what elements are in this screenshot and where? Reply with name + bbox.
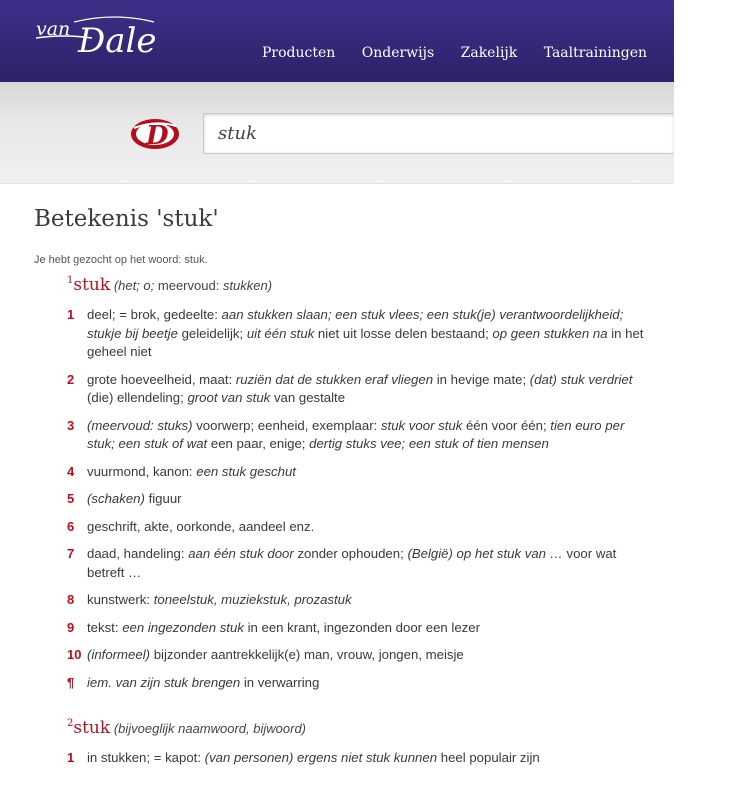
search-input[interactable] [203,113,674,154]
definition-text: in een krant, ingezonden door een lezer [243,619,480,635]
svg-text:van: van [36,18,71,40]
sense-item [67,371,674,408]
definition-text: deel; = brok, gedeelte: [87,307,222,322]
sense-number: 9 [67,619,75,635]
example-text: (dat) stuk verdriet [529,371,633,387]
dictionary-entries [34,273,674,768]
definition-text: grote hoeveelheid, maat: [87,371,236,387]
site-header [0,0,718,82]
definition-text: zonder ophouden; [293,546,408,561]
dictionary-entry [67,716,674,768]
definition-text: (die) ellendeling; [87,390,188,405]
van-dale-d-badge-icon[interactable] [128,114,182,154]
sense-text [87,417,653,454]
definition-text: kunstwerk: [87,592,154,607]
grammar-text: stukken) [222,278,273,293]
sense-text [87,749,653,768]
example-text: (België) op het stuk van … [407,546,563,561]
sense-number: 2 [67,371,75,387]
example-text: (van personen) ergens niet stuk kunnen [204,750,438,765]
example-text: dertig stuks vee; een stuk of tien mensen [309,436,549,451]
definition-text: daad, handeling: [87,546,189,561]
definition-text: vuurmond, kanon: [87,463,197,479]
example-text: een ingezonden stuk [122,619,244,635]
grammar-info [110,278,272,293]
example-text: tien euro per stuk; een stuk of wat [87,417,625,451]
sense-text [87,518,653,537]
main-nav [262,44,739,62]
sense-item [67,749,674,768]
sense-text [87,674,653,693]
sense-text [87,306,653,362]
page-title: Betekenis 'stuk' [34,206,219,232]
sense-number: 10 [67,647,82,662]
sense-number: 4 [67,463,75,479]
example-text: (meervoud: [87,417,158,433]
sense-item [67,545,674,582]
dictionary-entry [67,273,674,692]
sense-number: ¶ [67,674,75,690]
example-text: ruziën dat de stukken eraf vliegen [235,371,434,387]
definition-text: een paar, enige; [207,436,310,451]
definition-text: niet uit losse delen bestaand; [314,325,493,341]
homonym-number: 1 [67,275,74,286]
sense-text [87,463,653,482]
example-text: op geen stukken na [492,325,608,341]
example-text: aan stukken slaan; een stuk vlees; een stuk(je) verantwoordelijkheid; stukje bij beetje [87,307,624,341]
sense-text [87,619,653,638]
sense-number: 3 [67,417,75,433]
nav-zakelijk[interactable]: Zakelijk [460,45,518,61]
definition-text: voor wat betreft … [87,546,617,580]
nav-producten[interactable]: Producten [262,45,336,61]
headword: stuk [73,718,111,738]
example-text: (informeel) [87,647,151,662]
example-text: iem. van zijn stuk brengen [87,674,241,690]
nav-onderwijs[interactable]: Onderwijs [361,45,435,61]
example-text: aan één stuk door [188,546,294,561]
example-text: stuk voor stuk [380,417,463,433]
sense-text [87,646,653,665]
definition-text: geleidelijk; [177,325,247,341]
sense-text [87,490,653,509]
definition-text: figuur [144,491,182,506]
sense-text [87,545,653,582]
definition-text: in hevige mate; [433,371,530,387]
sense-number: 8 [67,592,75,607]
grammar-text: (bijvoeglijk naamwoord, bijwoord) [113,721,307,736]
van-dale-logo[interactable] [34,10,176,60]
sense-item [67,619,674,638]
homonym-number: 2 [67,718,74,729]
entry-header [67,716,674,743]
definition-text: voorwerp; eenheid, exemplaar: [192,417,381,433]
sense-item [67,463,674,482]
definition-text: tekst: [87,619,123,635]
sense-text [87,371,653,408]
sense-list [67,306,674,692]
grammar-info [110,721,306,736]
definition-text: geschrift, akte, oorkonde, aandeel enz. [87,518,315,534]
definition-text: één voor één; [462,417,551,433]
sense-number: 1 [67,307,75,322]
sense-item [67,417,674,454]
sense-text [87,591,653,610]
definition-text: in het geheel niet [87,325,644,359]
sense-number: 7 [67,546,75,561]
searched-for-text: Je hebt gezocht op het woord: stuk. [34,254,208,266]
svg-text:D: D [146,121,169,151]
sense-item [67,490,674,509]
nav-taaltrainingen[interactable]: Taaltrainingen [543,45,648,61]
example-text: een stuk geschut [196,463,296,479]
sense-list [67,749,674,768]
definition-text: bijzonder aantrekkelijk(e) man, vrouw, jongen, meisje [150,647,464,662]
sense-item [67,646,674,665]
entry-header [67,273,674,300]
example-text: stuks) [157,417,193,433]
sense-item [67,306,674,362]
definition-text: van gestalte [270,390,346,405]
definition-text: in verwarring [240,674,320,690]
sense-number: 5 [67,491,75,506]
sense-item [67,518,674,537]
nav-gratis[interactable]: Gratis [673,45,718,61]
definition-text: in stukken; = kapot: [87,750,205,765]
sense-number: 1 [67,750,75,765]
example-text: (schaken) [87,491,145,506]
sense-item [67,674,674,693]
sense-item [67,591,674,610]
example-text: groot van stuk [187,390,271,405]
example-text: toneelstuk, muziekstuk, prozastuk [153,592,352,607]
grammar-text: meervoud: [157,278,223,293]
headword: stuk [73,275,111,295]
grammar-text: (het; o; [113,278,158,293]
definition-text: heel populair zijn [437,750,540,765]
svg-text:Dale: Dale [78,21,157,61]
main-content [34,204,674,768]
sense-number: 6 [67,518,75,534]
example-text: uit één stuk [246,325,315,341]
